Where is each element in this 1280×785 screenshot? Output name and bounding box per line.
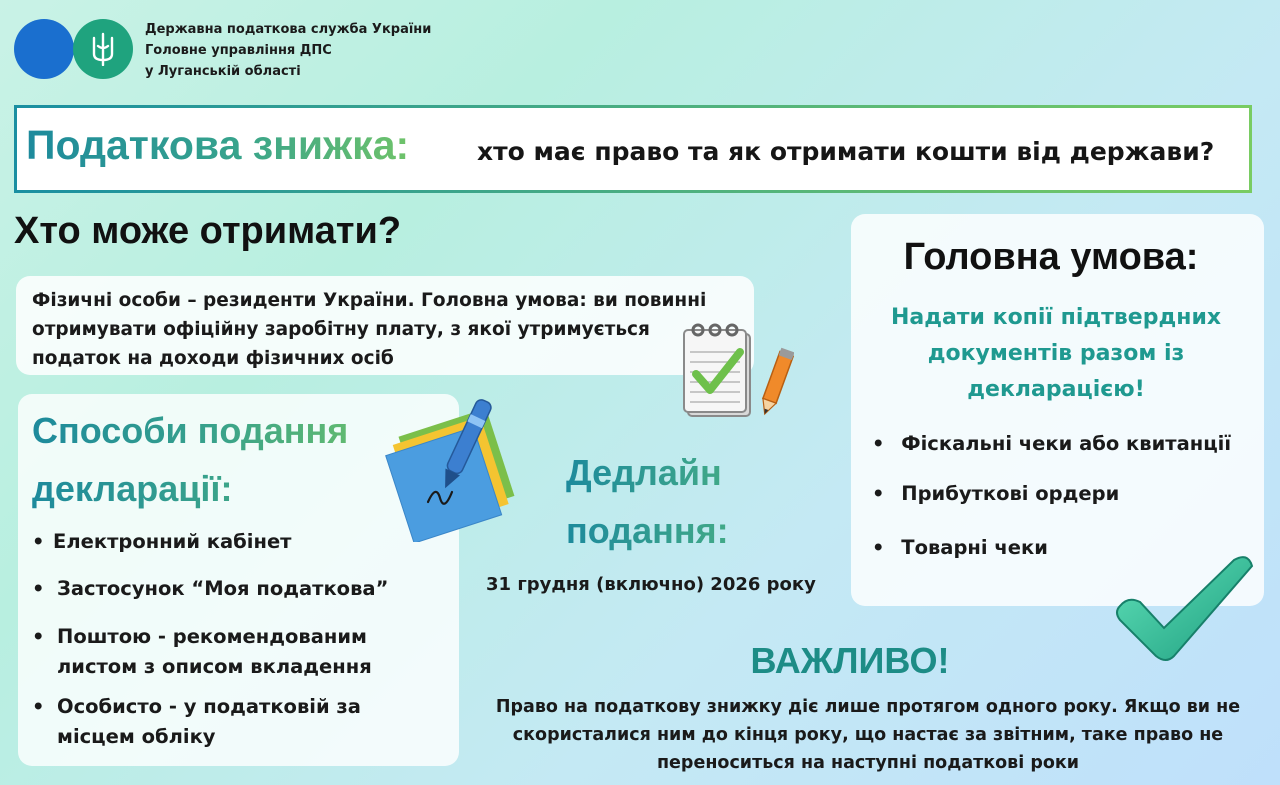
list-item — [872, 482, 1119, 505]
method-item-1: Електронний кабінет — [53, 530, 292, 553]
methods-heading: Способи подання декларації: — [32, 402, 412, 518]
bullet-icon: • — [32, 695, 45, 718]
condition-subheading: Надати копії підтвердних документів разом із декларацією! — [890, 305, 1222, 402]
methods-list — [32, 527, 432, 757]
bullet-icon: • — [872, 482, 885, 505]
page-subtitle: хто має право та як отримати кошти від держави? — [477, 137, 1215, 166]
bullet-icon: • — [872, 536, 885, 559]
org-line-1: Державна податкова служба України — [145, 22, 432, 37]
notepad-check-icon — [682, 322, 756, 420]
page-title: Податкова знижка: — [26, 122, 410, 168]
deadline-date: 31 грудня (включно) 2026 року — [486, 574, 816, 595]
condition-item-3: Товарні чеки — [901, 536, 1048, 559]
condition-heading: Головна умова: — [903, 236, 1199, 278]
bullet-icon: • — [872, 432, 885, 455]
org-line-3: у Луганській області — [145, 64, 301, 79]
trident-icon — [90, 32, 116, 66]
important-text: Право на податкову знижку діє лише протягом одного року. Якщо ви не скористалися ним до кінця року, що настає за звітним, таке право не переноситься на наступні податкові роки — [495, 697, 1241, 773]
pencil-icon — [758, 346, 794, 420]
deadline-heading: Дедлайн подання: — [566, 444, 826, 560]
condition-item-1: Фіскальні чеки або квитанції — [901, 432, 1232, 455]
list-item — [872, 432, 1231, 455]
big-checkmark-icon — [1114, 552, 1256, 664]
condition-item-2: Прибуткові ордери — [901, 482, 1120, 505]
logo-circle-green — [73, 19, 133, 79]
bullet-icon: • — [32, 577, 45, 600]
method-item-4: Особисто - у податковій за місцем обліку — [57, 695, 361, 748]
bullet-icon: • — [32, 530, 45, 553]
org-name-block — [145, 19, 431, 82]
list-item — [872, 536, 1048, 559]
org-line-2: Головне управління ДПС — [145, 43, 332, 58]
sticky-notes-pen-icon — [382, 392, 524, 542]
who-heading: Хто може отримати? — [14, 210, 402, 252]
method-item-2: Застосунок “Моя податкова” — [57, 577, 389, 600]
bullet-icon: • — [32, 625, 45, 648]
logo-circle-blue — [14, 19, 74, 79]
important-heading: ВАЖЛИВО! — [750, 640, 950, 681]
method-item-3: Поштою - рекомендованим листом з описом вкладення — [57, 625, 372, 678]
who-text: Фізичні особи – резиденти України. Головна умова: ви повинні отримувати офіційну заробітну плату, з якої утримується податок на доходи фізичних осіб — [32, 290, 707, 369]
